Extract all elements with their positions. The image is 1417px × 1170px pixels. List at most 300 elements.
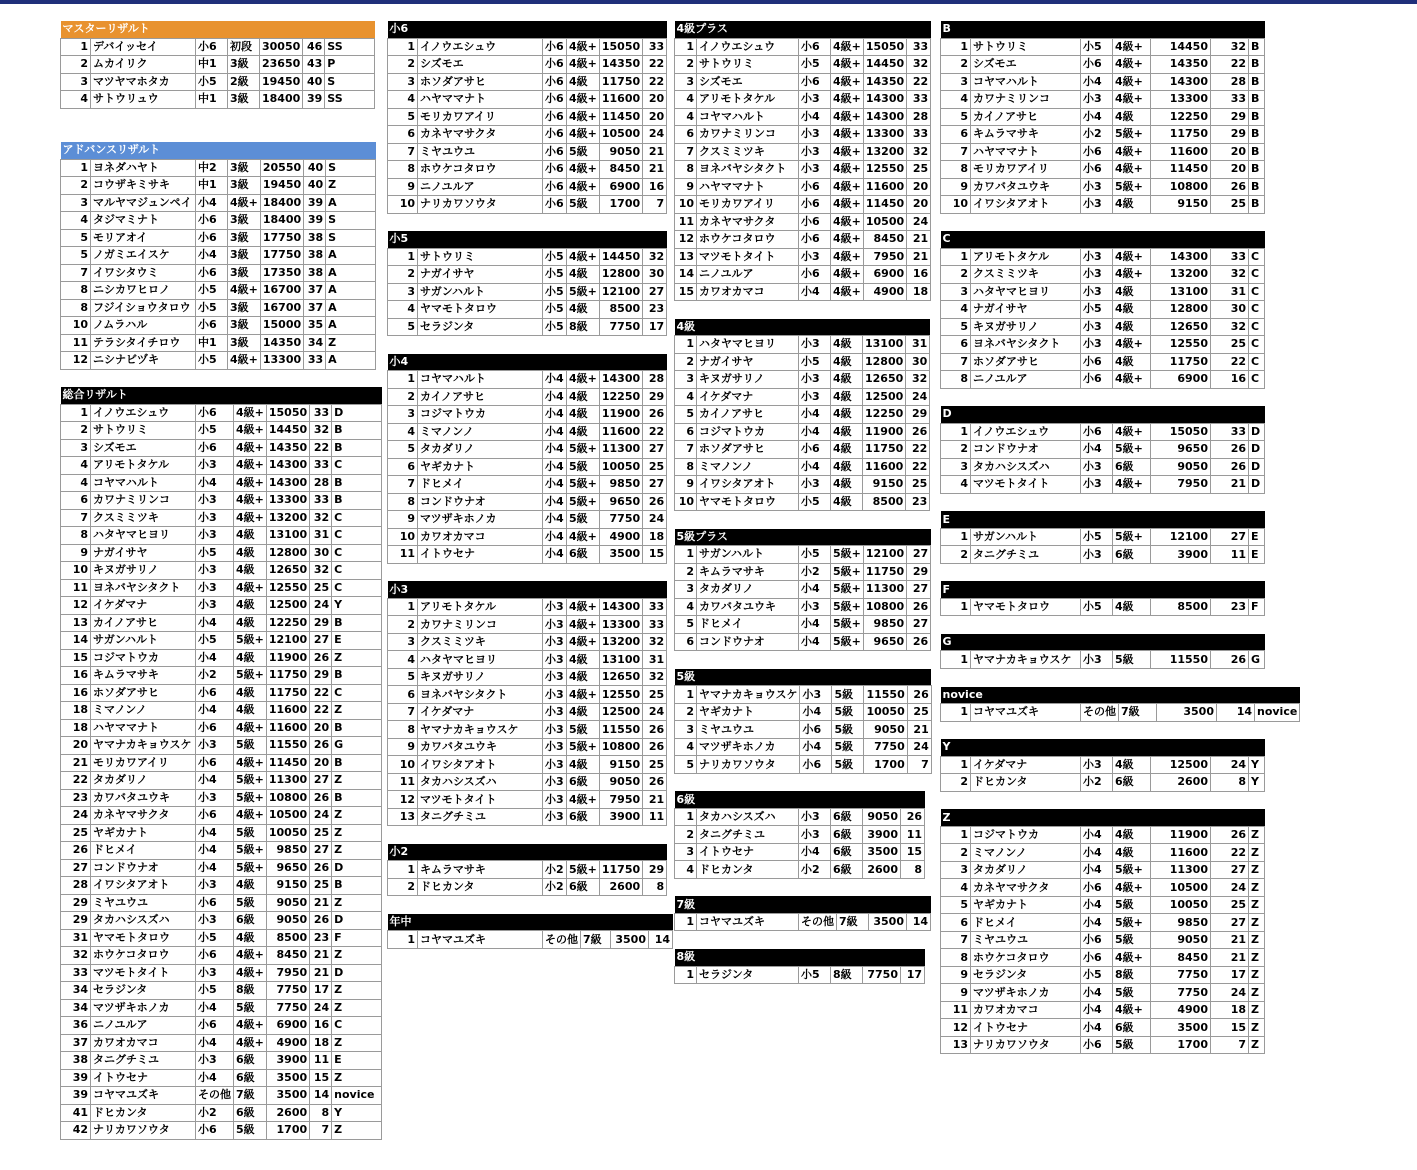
table-cell: 15	[61, 649, 91, 667]
table-cell: 小3	[196, 737, 234, 755]
table-cell: A	[326, 317, 376, 335]
table-cell: 12100	[266, 632, 309, 650]
table-cell: 8級	[1113, 966, 1151, 984]
table-cell: カワナミリンコ	[91, 492, 196, 510]
table-row	[388, 423, 667, 441]
table-row	[61, 807, 382, 825]
table-cell: 4級+	[567, 791, 600, 809]
table-cell: 39	[303, 91, 325, 109]
table-cell: 12500	[863, 388, 906, 406]
table-cell: 3	[61, 439, 91, 457]
table-cell: 16	[907, 266, 931, 284]
table-cell: 12250	[1151, 108, 1211, 126]
table-cell: 9150	[1151, 196, 1211, 214]
table-cell: 32	[907, 56, 931, 74]
table-cell: 14	[61, 632, 91, 650]
table-cell: 33	[304, 352, 326, 370]
table-cell: 18	[643, 528, 667, 546]
table-cell: 27	[907, 581, 931, 599]
table-row	[61, 439, 382, 457]
table-cell: 5級	[832, 703, 864, 721]
table-cell: 3900	[599, 808, 642, 826]
table-cell: カワナミリンコ	[971, 91, 1081, 109]
table-cell: 26	[1211, 651, 1249, 669]
table-row	[61, 562, 382, 580]
table-cell: セラジンタ	[91, 982, 196, 1000]
table-cell: 1	[61, 159, 91, 177]
table-row	[388, 878, 667, 896]
table-cell: 15	[675, 283, 697, 301]
table-cell: タニグチミユ	[971, 546, 1081, 564]
table-cell: 小2	[799, 861, 831, 879]
table-cell: 6	[61, 492, 91, 510]
table-cell: キヌガサリノ	[697, 371, 799, 389]
table-cell: 26	[1211, 826, 1249, 844]
table-cell: ハタヤマヒヨリ	[418, 651, 543, 669]
table-cell: 3	[941, 283, 971, 301]
table-cell: 4級+	[567, 616, 600, 634]
result-table	[674, 949, 925, 984]
table-cell: 小6	[543, 196, 567, 214]
table-cell: ヤギカナト	[418, 458, 543, 476]
table-cell: 21	[907, 231, 931, 249]
table-row	[941, 844, 1265, 862]
result-table	[387, 914, 673, 949]
table-cell: 18	[1211, 1001, 1249, 1019]
table-cell: 小4	[196, 614, 234, 632]
table-row	[61, 667, 382, 685]
table-cell: タカハシスズハ	[697, 808, 799, 826]
table-row	[675, 966, 925, 984]
table-cell: タカダリノ	[418, 441, 543, 459]
table-cell: 17	[310, 982, 332, 1000]
table-cell: 11750	[599, 861, 642, 879]
table-cell: 5級	[234, 999, 267, 1017]
table-cell: 9050	[599, 143, 642, 161]
result-table	[940, 406, 1265, 494]
table-cell: 小4	[543, 493, 567, 511]
table-cell: 3500	[266, 1069, 309, 1087]
table-cell: 32	[643, 633, 667, 651]
table-cell: 32	[1211, 38, 1249, 56]
table-cell: キムラマサキ	[971, 126, 1081, 144]
table-cell: 小6	[1081, 423, 1113, 441]
table-cell: 6	[941, 336, 971, 354]
table-cell: 2	[675, 826, 697, 844]
table-cell: C	[1249, 318, 1265, 336]
table-cell: 4級	[234, 684, 267, 702]
table-cell: イトウセナ	[91, 1069, 196, 1087]
table-cell: 小5	[196, 282, 228, 300]
table-cell: 42	[61, 1122, 91, 1140]
table-cell: 8	[388, 721, 418, 739]
result-table	[940, 687, 1300, 722]
table-cell: 5	[941, 108, 971, 126]
table-cell: C	[332, 1017, 382, 1035]
table-cell: Y	[332, 1104, 382, 1122]
table-cell: 32	[906, 371, 930, 389]
table-cell: 2	[61, 56, 91, 74]
table-cell: 7	[388, 703, 418, 721]
table-cell: 4級	[1113, 318, 1151, 336]
table-cell: 小4	[1081, 984, 1113, 1002]
table-cell: 38	[304, 264, 326, 282]
table-title: C	[941, 231, 1265, 248]
table-cell: B	[1249, 91, 1265, 109]
table-cell: 13100	[599, 651, 642, 669]
table-cell: 10800	[1151, 178, 1211, 196]
table-cell: 4級+	[1113, 336, 1151, 354]
table-cell: 26	[643, 406, 667, 424]
table-cell: Y	[1249, 756, 1265, 774]
table-cell: サガンハルト	[971, 528, 1081, 546]
table-cell: 23	[906, 493, 930, 511]
table-cell: 14300	[1151, 73, 1211, 91]
table-cell: ドヒカンタ	[418, 878, 543, 896]
table-cell: 小6	[800, 756, 832, 774]
table-cell: 1	[941, 598, 971, 616]
table-cell: モリカワアイリ	[971, 161, 1081, 179]
table-cell: 小6	[196, 947, 234, 965]
table-row	[61, 177, 376, 195]
table-cell: イノウエシュウ	[91, 404, 196, 422]
table-cell: 1	[941, 826, 971, 844]
table-cell: 4級+	[567, 528, 600, 546]
result-table	[940, 511, 1265, 564]
table-cell: 4級	[567, 423, 600, 441]
table-cell: 5級	[1113, 984, 1151, 1002]
table-cell: 小5	[196, 982, 234, 1000]
table-cell: カワバタユウキ	[91, 789, 196, 807]
table-cell: 4級+	[831, 161, 864, 179]
table-cell: 31	[310, 527, 332, 545]
table-cell: 15050	[863, 38, 906, 56]
table-row	[941, 458, 1265, 476]
table-row	[61, 212, 376, 230]
table-cell: コンドウナオ	[971, 441, 1081, 459]
table-cell: 5級+	[831, 598, 864, 616]
table-cell: 37	[304, 299, 326, 317]
table-cell: 33	[1211, 248, 1249, 266]
table-cell: 33	[907, 38, 931, 56]
table-cell: 9	[675, 178, 697, 196]
table-cell: 4級	[567, 756, 600, 774]
table-row	[941, 774, 1265, 792]
table-cell: 39	[304, 194, 326, 212]
table-cell: 小6	[543, 161, 567, 179]
table-cell: ナリカワソウタ	[697, 756, 800, 774]
table-cell: C	[332, 579, 382, 597]
table-cell: その他	[196, 1087, 234, 1105]
table-cell: 小3	[1081, 458, 1113, 476]
table-row	[388, 56, 667, 74]
table-cell: 4級	[1113, 844, 1151, 862]
table-cell: 11900	[599, 406, 642, 424]
table-cell: Z	[1249, 861, 1265, 879]
table-cell: 4級	[234, 929, 267, 947]
table-cell: 13300	[260, 352, 303, 370]
table-cell: 小4	[799, 108, 831, 126]
table-cell: 1700	[599, 196, 642, 214]
table-row	[61, 649, 382, 667]
table-cell: 小4	[196, 194, 228, 212]
table-cell: 5級+	[1113, 528, 1151, 546]
table-cell: 初段	[228, 38, 260, 56]
table-cell: 21	[310, 964, 332, 982]
table-cell: 4級	[831, 371, 863, 389]
table-cell: 12550	[1151, 336, 1211, 354]
table-cell: E	[1249, 546, 1265, 564]
table-row	[388, 598, 667, 616]
table-cell: 5級+	[234, 842, 267, 860]
table-cell: 4級	[567, 266, 600, 284]
table-cell: 小6	[1081, 949, 1113, 967]
table-cell: 1	[61, 404, 91, 422]
table-cell: 11600	[599, 91, 642, 109]
table-cell: ニノユルア	[91, 1017, 196, 1035]
table-row	[675, 563, 931, 581]
table-cell: 5級+	[567, 283, 600, 301]
table-cell: 4級+	[234, 492, 267, 510]
table-cell: 5級	[567, 196, 600, 214]
table-row	[941, 1036, 1265, 1054]
table-cell: 29	[907, 563, 931, 581]
table-cell: 12500	[599, 703, 642, 721]
table-row	[941, 318, 1265, 336]
table-cell: novice	[332, 1087, 382, 1105]
table-row	[61, 474, 382, 492]
table-cell: カイノアサヒ	[971, 108, 1081, 126]
table-cell: カイノアサヒ	[697, 406, 799, 424]
table-row	[61, 1069, 382, 1087]
table-cell: 小3	[1081, 756, 1113, 774]
table-cell: 4級	[567, 668, 600, 686]
table-cell: 小6	[543, 73, 567, 91]
table-cell: 21	[310, 894, 332, 912]
table-cell: 4級+	[234, 422, 267, 440]
result-table	[674, 529, 931, 652]
table-row	[61, 317, 376, 335]
table-cell: ドヒメイ	[91, 842, 196, 860]
table-cell: 6	[675, 126, 697, 144]
table-cell: イノウエシュウ	[971, 423, 1081, 441]
table-cell: ハタヤマヒヨリ	[971, 283, 1081, 301]
table-cell: 小6	[196, 404, 234, 422]
table-cell: シズモエ	[697, 73, 799, 91]
table-cell: 11	[61, 579, 91, 597]
table-cell: 1	[675, 546, 697, 564]
table-cell: 小4	[799, 633, 831, 651]
table-cell: 6900	[863, 266, 906, 284]
table-row	[675, 493, 930, 511]
table-cell: 8	[388, 161, 418, 179]
table-cell: 4級+	[1113, 371, 1151, 389]
table-row	[675, 686, 932, 704]
table-cell: テラシタイチロウ	[91, 334, 196, 352]
table-cell: 25	[907, 161, 931, 179]
table-cell: シズモエ	[971, 56, 1081, 74]
table-cell: イケダマナ	[697, 388, 799, 406]
table-cell: クスミミツキ	[697, 143, 799, 161]
table-cell: 小4	[543, 546, 567, 564]
table-row	[941, 423, 1265, 441]
table-cell: 40	[304, 177, 326, 195]
table-cell: 小5	[1081, 528, 1113, 546]
table-cell: 35	[304, 317, 326, 335]
table-row	[675, 38, 931, 56]
table-cell: 22	[61, 772, 91, 790]
table-cell: 8	[675, 458, 697, 476]
table-cell: 21	[1211, 949, 1249, 967]
table-cell: 24	[643, 126, 667, 144]
table-cell: 11600	[266, 702, 309, 720]
table-cell: 15	[901, 843, 925, 861]
table-cell: 5	[61, 247, 91, 265]
table-cell: 16700	[260, 282, 303, 300]
table-cell: イトウセナ	[418, 546, 543, 564]
table-cell: 33	[643, 598, 667, 616]
table-cell: 28	[643, 371, 667, 389]
table-cell: 2600	[863, 861, 901, 879]
table-cell: タカハシスズハ	[91, 912, 196, 930]
table-cell: Z	[1249, 844, 1265, 862]
table-row	[388, 406, 667, 424]
table-title: 5級プラス	[675, 529, 931, 546]
table-cell: 3級	[228, 159, 261, 177]
table-cell: 39	[304, 212, 326, 230]
table-cell: タニグチミユ	[418, 808, 543, 826]
table-cell: ホウケコタロウ	[418, 161, 543, 179]
table-title: 小2	[388, 844, 667, 861]
table-cell: 14	[675, 266, 697, 284]
table-cell: 4級+	[831, 108, 864, 126]
table-cell: 小4	[196, 772, 234, 790]
table-cell: 小6	[196, 754, 234, 772]
table-cell: カイノアサヒ	[91, 614, 196, 632]
table-cell: イトウセナ	[971, 1019, 1081, 1037]
table-cell: 37	[61, 1034, 91, 1052]
table-cell: 3500	[1151, 1019, 1211, 1037]
table-cell: 小3	[799, 598, 831, 616]
table-cell: 4級+	[567, 38, 600, 56]
table-cell: 小6	[196, 229, 228, 247]
table-cell: 4級	[831, 458, 863, 476]
table-row	[61, 299, 376, 317]
table-cell: タカハシスズハ	[971, 458, 1081, 476]
table-cell: 3	[675, 721, 697, 739]
table-title: Z	[941, 809, 1265, 826]
column-overall	[60, 21, 382, 1157]
table-cell: 4	[61, 474, 91, 492]
table-cell: 13300	[266, 492, 309, 510]
table-cell: サトウリミ	[971, 38, 1081, 56]
table-cell: 4級	[831, 476, 863, 494]
table-cell: G	[332, 737, 382, 755]
table-cell: 10050	[864, 703, 907, 721]
table-cell: 13	[675, 248, 697, 266]
table-cell: 24	[310, 807, 332, 825]
table-cell: 15050	[1151, 423, 1211, 441]
table-cell: 小4	[799, 283, 831, 301]
table-cell: 4級+	[831, 126, 864, 144]
table-cell: 7	[61, 509, 91, 527]
table-cell: ハヤママナト	[971, 143, 1081, 161]
table-cell: 8450	[863, 231, 906, 249]
table-cell: 12100	[863, 546, 906, 564]
table-cell: 3	[941, 73, 971, 91]
table-cell: 4	[941, 879, 971, 897]
table-cell: 小3	[196, 789, 234, 807]
table-cell: 4級+	[567, 633, 600, 651]
table-cell: サトウリミ	[91, 422, 196, 440]
table-row	[388, 651, 667, 669]
table-cell: 27	[310, 632, 332, 650]
table-cell: B	[332, 439, 382, 457]
table-row	[675, 843, 925, 861]
table-cell: ナガイサヤ	[697, 353, 799, 371]
table-cell: 5級+	[831, 546, 864, 564]
table-cell: 9	[941, 984, 971, 1002]
table-cell: 6	[388, 458, 418, 476]
table-row	[388, 738, 667, 756]
table-cell: F	[332, 929, 382, 947]
table-cell: 4級+	[234, 457, 267, 475]
table-cell: 中1	[196, 56, 228, 74]
table-cell: 8級	[234, 982, 267, 1000]
table-cell: ドヒメイ	[971, 914, 1081, 932]
table-cell: C	[332, 509, 382, 527]
table-cell: アリモトタケル	[91, 457, 196, 475]
table-cell: 23	[310, 929, 332, 947]
table-cell: B	[1249, 143, 1265, 161]
table-cell: 10	[941, 196, 971, 214]
table-cell: 4級	[567, 388, 600, 406]
table-cell: C	[332, 527, 382, 545]
table-cell: 1	[941, 248, 971, 266]
table-cell: 12250	[599, 388, 642, 406]
table-cell: 4級+	[228, 352, 261, 370]
table-cell: ホソダアサヒ	[971, 353, 1081, 371]
table-cell: 小6	[1081, 56, 1113, 74]
table-cell: 7750	[1151, 984, 1211, 1002]
table-cell: Z	[332, 772, 382, 790]
table-cell: 26	[310, 789, 332, 807]
table-cell: 10050	[266, 824, 309, 842]
table-cell: 28	[310, 474, 332, 492]
table-cell: 小5	[543, 301, 567, 319]
table-cell: 17	[1211, 966, 1249, 984]
table-cell: サトウリミ	[697, 56, 799, 74]
table-cell: 5級+	[831, 581, 864, 599]
table-cell: 小4	[543, 371, 567, 389]
table-cell: 12800	[266, 544, 309, 562]
table-cell: 9050	[863, 808, 901, 826]
table-row	[388, 108, 667, 126]
table-cell: 8	[61, 527, 91, 545]
table-cell: 32	[310, 562, 332, 580]
table-cell: 5級+	[567, 476, 600, 494]
table-cell: 9850	[599, 476, 642, 494]
table-cell: 5級	[1113, 931, 1151, 949]
table-row	[941, 371, 1265, 389]
table-cell: 20	[643, 108, 667, 126]
table-cell: 26	[1211, 441, 1249, 459]
table-cell: 13	[941, 1036, 971, 1054]
table-cell: 4級+	[831, 231, 864, 249]
table-cell: 25	[643, 458, 667, 476]
table-row	[675, 248, 931, 266]
table-cell: 小6	[196, 807, 234, 825]
